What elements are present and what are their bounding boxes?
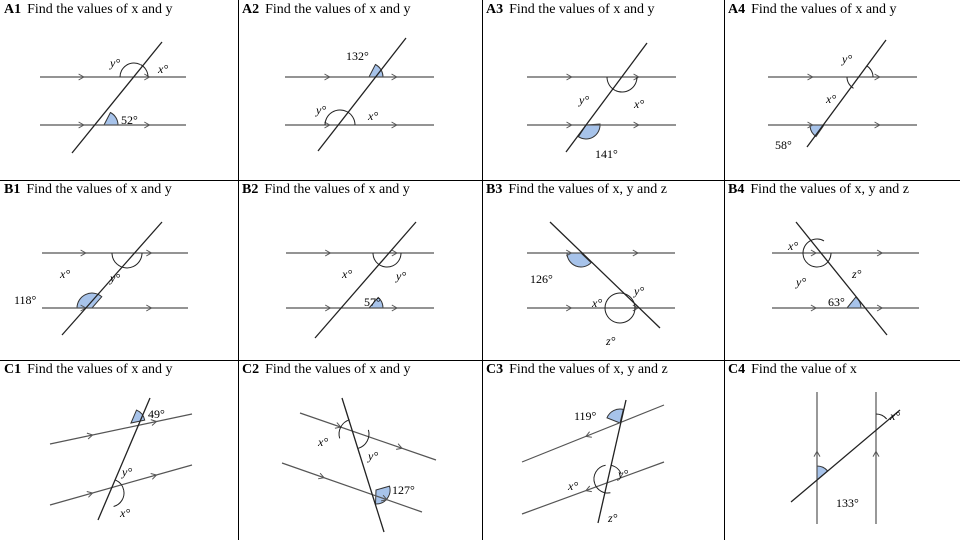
angle-diagram-b1 [0, 180, 238, 360]
angle-diagram-a4 [724, 0, 960, 180]
problem-id: B1 [4, 182, 21, 197]
problem-c3 [482, 360, 724, 540]
transversal-line [791, 410, 900, 502]
problem-a2 [238, 0, 482, 180]
y-angle-label: y° [796, 275, 807, 289]
problem-c1 [0, 360, 238, 540]
problem-title [4, 362, 173, 378]
given-angle-label: 133° [836, 496, 859, 510]
z-angle-label: z° [852, 267, 862, 281]
angle-arc [615, 77, 637, 92]
problem-b3 [482, 180, 724, 360]
transversal-line [550, 222, 660, 328]
problem-id: A4 [728, 2, 746, 17]
problem-id: B2 [242, 182, 259, 197]
angle-arc [876, 414, 887, 419]
given-angle-label: 58° [775, 138, 792, 152]
z-angle-label: z° [606, 334, 616, 348]
problem-title [486, 362, 668, 378]
x-angle-label: x° [120, 506, 131, 520]
grid-divider [0, 180, 960, 181]
angle-arc [117, 253, 142, 268]
angle-diagram-b4 [724, 180, 960, 360]
problem-id: A3 [486, 2, 504, 17]
parallel-line [522, 462, 664, 514]
given-angle-wedge [567, 253, 591, 267]
problem-id: A2 [242, 2, 260, 17]
angle-diagram-a1 [0, 0, 238, 180]
problem-instruction: Find the value of x [751, 362, 857, 377]
problem-id: C3 [486, 362, 504, 377]
angle-diagram-a2 [238, 0, 482, 180]
problem-id: C2 [242, 362, 260, 377]
problem-id: B3 [486, 182, 503, 197]
problem-instruction: Find the values of x and y [27, 362, 173, 377]
parallel-line [50, 465, 192, 505]
problem-c2 [238, 360, 482, 540]
given-angle-wedge [104, 113, 118, 126]
angle-diagram-b3 [482, 180, 724, 360]
y-angle-label: y° [110, 56, 121, 70]
problem-instruction: Find the values of x, y and z [508, 182, 667, 197]
x-angle-label: x° [788, 239, 799, 253]
y-angle-label: y° [316, 103, 327, 117]
problem-b1 [0, 180, 238, 360]
angle-arc [114, 490, 124, 506]
x-angle-label: x° [634, 97, 645, 111]
x-angle-label: x° [318, 435, 329, 449]
x-angle-label: x° [568, 479, 579, 493]
y-angle-label: y° [396, 269, 407, 283]
problem-instruction: Find the values of x and y [265, 362, 411, 377]
problem-title [486, 2, 655, 18]
angle-arc [120, 63, 140, 77]
problem-title [242, 182, 410, 198]
y-angle-label: y° [842, 52, 853, 66]
given-angle-label: 49° [148, 407, 165, 421]
given-angle-wedge [77, 293, 102, 308]
transversal-line [98, 398, 150, 520]
angle-diagram-c2 [238, 360, 482, 540]
angle-arc [803, 239, 824, 253]
problem-instruction: Find the values of x, y and z [750, 182, 909, 197]
angle-arc [847, 77, 854, 88]
given-angle-label: 126° [530, 272, 553, 286]
grid-divider [724, 0, 725, 540]
problem-instruction: Find the values of x and y [265, 2, 411, 17]
angle-arc [605, 308, 631, 323]
z-angle-label: z° [608, 511, 618, 525]
problem-instruction: Find the values of x and y [26, 182, 172, 197]
problem-title [242, 2, 411, 18]
angle-arc [594, 465, 606, 484]
problem-instruction: Find the values of x and y [27, 2, 173, 17]
grid-divider [238, 0, 239, 540]
problem-a3 [482, 0, 724, 180]
problem-instruction: Find the values of x, y and z [509, 362, 668, 377]
angle-arc [867, 66, 874, 77]
given-angle-wedge [376, 486, 391, 504]
x-angle-label: x° [826, 92, 837, 106]
x-angle-label: x° [890, 409, 901, 423]
x-angle-label: x° [158, 62, 169, 76]
y-angle-label: y° [618, 467, 629, 481]
parallel-line [50, 414, 192, 444]
y-angle-label: y° [368, 449, 379, 463]
grid-divider [0, 360, 960, 361]
problem-b4 [724, 180, 960, 360]
problem-title [728, 182, 909, 198]
problem-title [728, 362, 857, 378]
given-angle-label: 132° [346, 49, 369, 63]
problem-id: B4 [728, 182, 745, 197]
angle-arc [595, 484, 611, 493]
transversal-line [796, 222, 887, 335]
angle-arc [358, 430, 369, 448]
angle-arc [605, 298, 609, 308]
transversal-line [342, 398, 384, 532]
x-angle-label: x° [592, 296, 603, 310]
given-angle-label: 119° [574, 409, 597, 423]
given-angle-label: 118° [14, 293, 37, 307]
angle-diagram-a3 [482, 0, 724, 180]
angle-diagram-c1 [0, 360, 238, 540]
given-angle-label: 52° [121, 113, 138, 127]
given-angle-label: 141° [595, 147, 618, 161]
angle-diagram-b2 [238, 180, 482, 360]
y-angle-label: y° [110, 271, 121, 285]
problem-a4 [724, 0, 960, 180]
given-angle-label: 127° [392, 483, 415, 497]
y-angle-label: y° [634, 284, 645, 298]
angle-arc [347, 112, 355, 125]
problem-title [486, 182, 667, 198]
x-angle-label: x° [368, 109, 379, 123]
problem-instruction: Find the values of x and y [509, 2, 655, 17]
given-angle-wedge [847, 297, 861, 308]
problem-id: C1 [4, 362, 22, 377]
x-angle-label: x° [342, 267, 353, 281]
y-angle-label: y° [122, 465, 133, 479]
problem-id: C4 [728, 362, 746, 377]
problem-title [242, 362, 411, 378]
problem-instruction: Find the values of x and y [751, 2, 897, 17]
problem-c4 [724, 360, 960, 540]
grid-divider [482, 0, 483, 540]
problem-id: A1 [4, 2, 22, 17]
angle-arc [373, 253, 378, 264]
problem-title [4, 2, 173, 18]
given-angle-label: 57° [364, 295, 381, 309]
angle-diagram-c4 [724, 360, 960, 540]
y-angle-label: y° [579, 93, 590, 107]
angle-arc [112, 253, 117, 264]
x-angle-label: x° [60, 267, 71, 281]
problem-instruction: Find the values of x and y [264, 182, 410, 197]
problem-title [4, 182, 172, 198]
problem-b2 [238, 180, 482, 360]
problem-a1 [0, 0, 238, 180]
angle-arc [378, 253, 401, 267]
angle-diagram-c3 [482, 360, 724, 540]
given-angle-label: 63° [828, 295, 845, 309]
problem-title [728, 2, 897, 18]
angle-arc [803, 253, 808, 264]
